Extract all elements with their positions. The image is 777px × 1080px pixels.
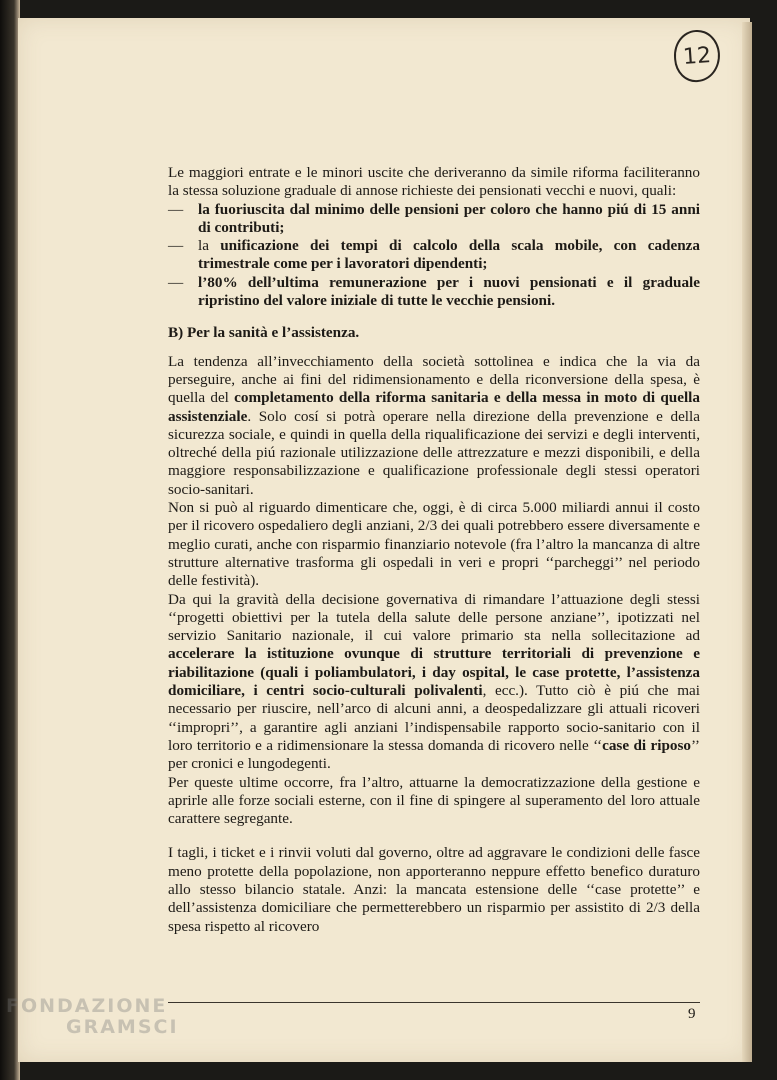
watermark-line: GRAMSCI <box>66 1016 179 1038</box>
footer-rule <box>168 1002 700 1003</box>
intro-paragraph: Le maggiori entrate e le minori uscite che deriveranno da simile riforma faciliteranno la stessa soluzione graduale di annose richieste dei pensionati vecchi e nuovi, quali: <box>168 164 700 200</box>
binding-shadow <box>0 0 20 1080</box>
page-edge <box>742 22 752 1062</box>
list-item <box>168 237 700 274</box>
bold-run: case di riposo <box>602 736 691 754</box>
handwritten-page-number: 12 <box>672 28 722 83</box>
bold-run: completamento della riforma sanitaria e della messa in moto di quella assistenziale <box>168 389 700 425</box>
dash-bullet: — <box>168 237 184 255</box>
section-heading: B) Per la sanità e l’assistenza. <box>168 324 360 342</box>
archive-watermark <box>6 996 196 1038</box>
paragraph-tendenza <box>168 353 700 499</box>
page-number: 9 <box>688 1006 696 1022</box>
list-item <box>168 274 700 311</box>
text-run: . Solo cosí si potrà operare nella direzione della prevenzione e della sicurezza sociale, e quindi in quella della riqualificazione dei servizi e degli interventi, oltreché della piú razionale utilizzazione delle attrezzature e mezzi disponibili, e della maggiore responsabilizzazione e qualificazione professionale degli stessi operatori socio-sanitari. <box>168 407 700 498</box>
dash-bullet: — <box>168 273 184 291</box>
list-item-bold: l’80% dell’ultima remunerazione per i nuovi pensionati e il graduale ripristino del valore iniziale di tutte le vecchie pensioni. <box>198 273 700 310</box>
paragraph-costo: Non si può al riguardo dimenticare che, oggi, è di circa 5.000 miliardi annui il costo per il ricovero ospedaliero degli anziani, 2/3 dei quali potrebbero essere diversamente e meglio curati, anche con risparmio finanziario notevole (fra l’altro la mancanza di altre strutture alternative trasforma gli ospedali in veri e propri ‘‘parcheggi’’ nel periodo delle festività). <box>168 499 700 590</box>
paragraph-tagli: I tagli, i ticket e i rinvii voluti dal governo, oltre ad aggravare le condizioni delle fasce meno protette della popolazione, non apporteranno neppure effetto benefico duraturo allo stesso bilancio statale. Anzi: la mancata estensione delle ‘‘case protette’’ e dell’assistenza domiciliare che permetterebbero un risparmio per assistito di 2/3 della spesa rispetto al ricovero <box>168 844 700 935</box>
text-run: ’’ per cronici e lungodegenti. <box>168 736 700 773</box>
list-item <box>168 201 700 238</box>
list-item-bold: la fuoriuscita dal minimo delle pensioni per coloro che hanno piú di 15 anni di contributi; <box>198 200 700 236</box>
text-run: La tendenza all’invecchiamento della società sottolinea e indica che la via da perseguire, anche ai fini del ridimensionamento e della riconversione della spesa, è quella del <box>168 352 700 407</box>
demands-list <box>168 201 700 311</box>
paragraph-democratizzazione: Per queste ultime occorre, fra l’altro, attuarne la democratizzazione della gestione e aprirle alle forze sociali esterne, con il fine di spingere al superamento del loro attuale carattere segregante. <box>168 773 700 828</box>
paragraph-gravita <box>168 591 700 774</box>
body-text <box>168 164 700 936</box>
list-item-pre: la <box>198 237 221 255</box>
watermark-line: FONDAZIONE <box>6 995 168 1017</box>
dash-bullet: — <box>168 200 184 218</box>
text-run: Da qui la gravità della decisione governativa di rimandare l’attuazione degli stessi ‘‘progetti obiettivi per la tutela della salute delle persone anziane’’, ipotizzati nel servizio Sanitario nazionale, il cui valore primario sta nella sollecitazione ad <box>168 590 700 645</box>
bold-run: accelerare la istituzione ovunque di strutture territoriali di prevenzione e riabilitazione (quali i poliambulatori, i day ospital, le case protette, l’assistenza domiciliare, i centri socio-culturali polivalenti <box>168 645 700 700</box>
list-item-bold: unificazione dei tempi di calcolo della scala mobile, con cadenza trimestrale come per i lavoratori dipendenti; <box>198 237 701 273</box>
text-run: , ecc.). Tutto ciò è piú che mai necessario per riuscire, nell’arco di alcuni anni, a deospedalizzare gli attuali ricoveri ‘‘impropri’’, a garantire agli anziani l’indispensabile rapporto socio-sanitario con il loro territorio e a ridimensionare la stessa domanda di ricovero nelle ‘‘ <box>168 682 700 754</box>
